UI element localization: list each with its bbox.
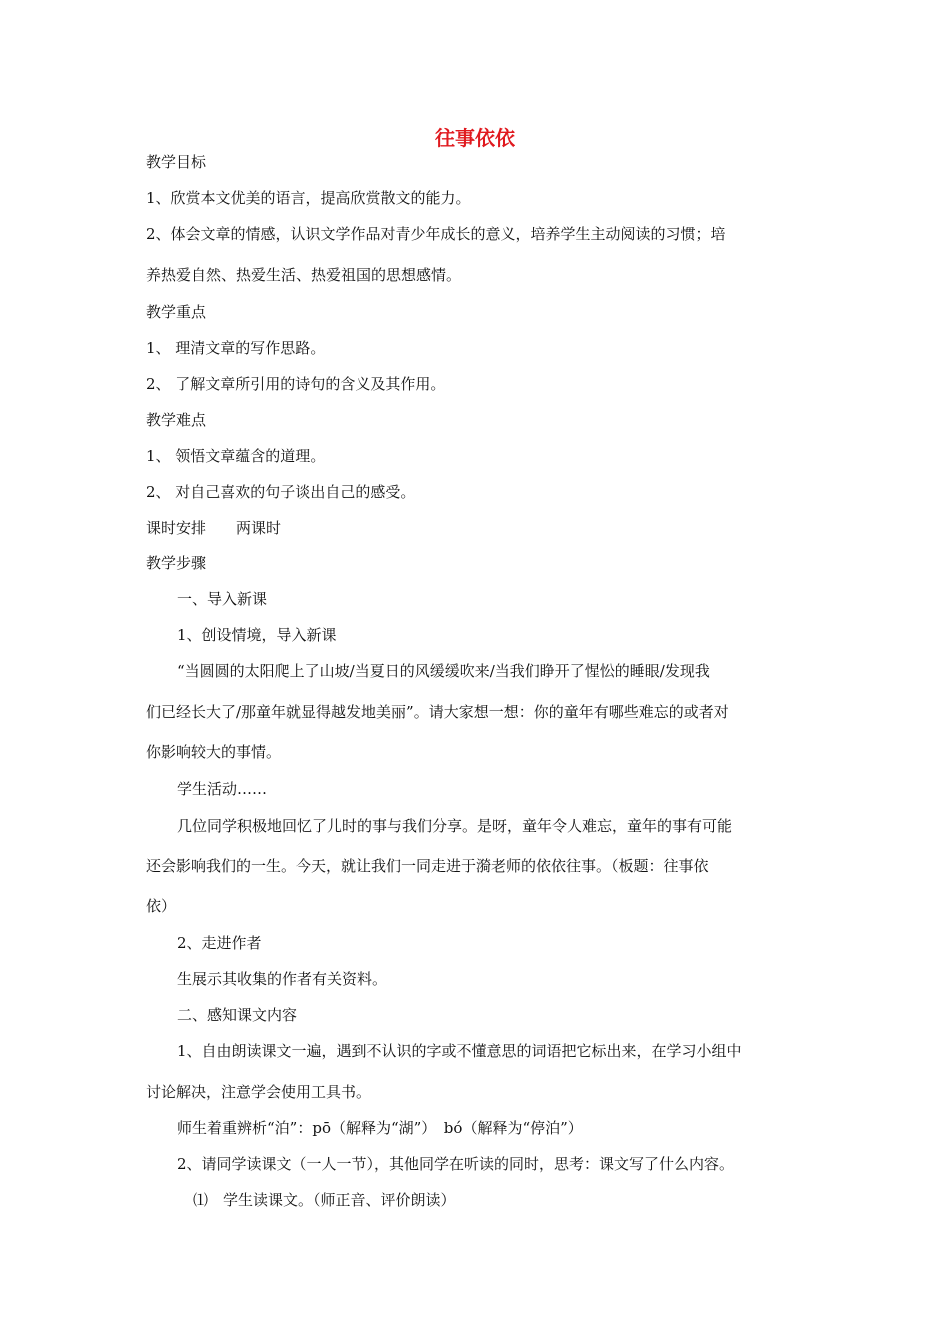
step-2-sub-2-item-1: ⑴ 学生读课文。（师正音、评价朗读） [193,1191,456,1209]
step-1-heading: 一、导入新课 [177,590,268,608]
step-1-sub-1: 1、创设情境，导入新课 [177,626,337,644]
step-2-heading: 二、感知课文内容 [177,1006,298,1024]
poem-line-1: “当圆圆的太阳爬上了山坡/当夏日的风缓缓吹来/当我们睁开了惺忪的睡眼/发现我 [177,662,710,680]
para-recall-line-1: 几位同学积极地回忆了儿时的事与我们分享。是呀，童年令人难忘，童年的事有可能 [177,817,733,835]
heading-steps: 教学步骤 [146,554,207,572]
step-2-sub-1-line-2: 讨论解决，注意学会使用工具书。 [146,1083,372,1101]
objective-1: 1、欣赏本文优美的语言，提高欣赏散文的能力。 [146,189,471,207]
document-title: 往事依依 [435,126,515,150]
heading-objectives: 教学目标 [146,153,207,171]
step-2-sub-2: 2、请同学读课文（一人一节），其他同学在听读的同时，思考：课文写了什么内容。 [177,1155,735,1173]
key-point-2: 2、 了解文章所引用的诗句的含义及其作用。 [146,375,446,393]
author-materials: 生展示其收集的作者有关资料。 [177,970,388,988]
pronunciation-note: 师生着重辨析“泊”：pō（解释为“湖”） bó（解释为“停泊”） [177,1119,583,1137]
step-2-sub-1-line-1: 1、自由朗读课文一遍，遇到不认识的字或不懂意思的词语把它标出来，在学习小组中 [177,1042,742,1060]
poem-line-2: 们已经长大了/那童年就显得越发地美丽”。请大家想一想：你的童年有哪些难忘的或者对 [146,703,729,721]
para-recall-line-2: 还会影响我们的一生。今天，就让我们一同走进于漪老师的依依往事。（板题：往事依 [146,857,709,875]
para-recall-line-3: 依） [146,897,177,915]
difficulty-2: 2、 对自己喜欢的句子谈出自己的感受。 [146,483,416,501]
difficulty-1: 1、 领悟文章蕴含的道理。 [146,447,326,465]
heading-key-points: 教学重点 [146,303,207,321]
step-1-sub-2: 2、走进作者 [177,934,262,952]
schedule: 课时安排 两课时 [146,519,282,537]
student-activity: 学生活动…… [177,780,268,798]
objective-2-line-1: 2、体会文章的情感，认识文学作品对青少年成长的意义，培养学生主动阅读的习惯；培 [146,225,726,243]
key-point-1: 1、 理清文章的写作思路。 [146,339,326,357]
objective-2-line-2: 养热爱自然、热爱生活、热爱祖国的思想感情。 [146,266,462,284]
heading-difficulties: 教学难点 [146,411,207,429]
poem-line-3: 你影响较大的事情。 [146,743,282,761]
